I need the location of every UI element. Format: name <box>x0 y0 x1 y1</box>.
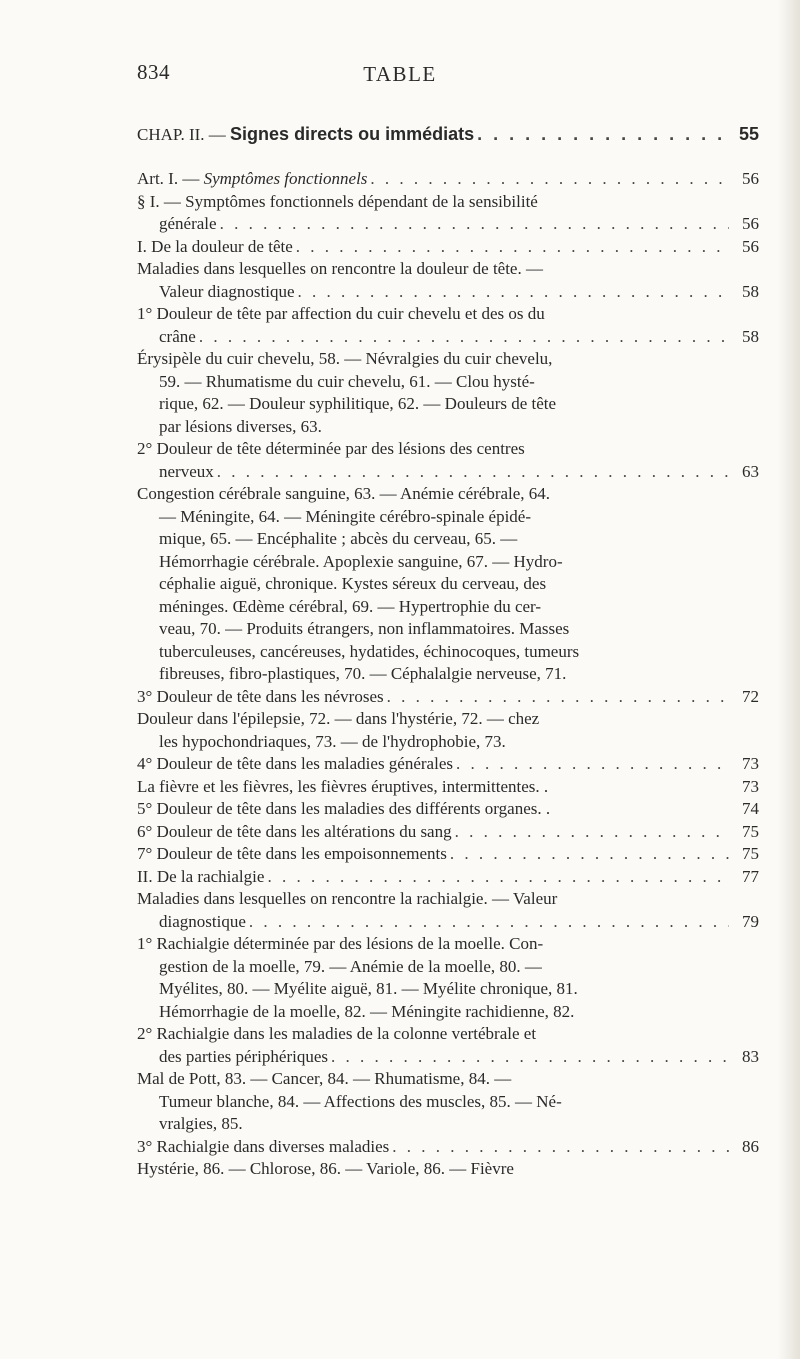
toc-entry <box>137 911 759 934</box>
toc-entry <box>137 753 759 776</box>
toc-entry <box>137 551 759 574</box>
toc-entry-page: 83 <box>742 1046 759 1066</box>
toc-entry <box>137 866 759 889</box>
toc-entry-page: 73 <box>742 776 759 796</box>
toc-entry-text: diagnostique <box>159 911 246 931</box>
toc-entry-text: vralgies, 85. <box>159 1114 243 1133</box>
toc-entry-page: 58 <box>742 326 759 346</box>
toc-entry <box>137 236 759 259</box>
toc-entry-page: 58 <box>742 281 759 301</box>
page-number: 834 <box>137 60 170 84</box>
toc-entry <box>137 1136 759 1159</box>
toc-entry-page: 79 <box>742 911 759 931</box>
toc-entry-text: Maladies dans lesquelles on rencontre la douleur de tête. — <box>137 259 543 278</box>
toc-entry <box>137 978 759 1001</box>
toc-entry <box>137 461 759 484</box>
toc-entry-page: 56 <box>742 214 759 233</box>
toc-entry <box>137 843 759 866</box>
toc-entry-text: Mal de Pott, 83. — Cancer, 84. — Rhumatisme, 84. — <box>137 1069 512 1088</box>
toc-entry-text: Maladies dans lesquelles on rencontre la rachialgie. — Valeur <box>137 889 558 908</box>
toc-entry-text: par lésions diverses, 63. <box>159 416 322 436</box>
toc-entry <box>137 483 759 506</box>
toc-entry-page: 86 <box>742 1136 759 1156</box>
toc-entry-text: 1° Douleur de tête par affection du cuir chevelu et des os du <box>137 304 545 323</box>
page-header <box>0 60 800 94</box>
toc-entry <box>137 708 759 731</box>
toc-entry <box>137 956 759 979</box>
toc-entry-page: 77 <box>742 866 759 886</box>
toc-entries <box>137 191 759 1181</box>
toc-article-line <box>137 168 759 191</box>
article-label: Art. I. — <box>137 169 204 188</box>
toc-entry-text: Myélites, 80. — Myélite aiguë, 81. — Myélite chronique, 81. <box>159 979 578 998</box>
toc-entry <box>137 776 759 799</box>
toc-entry-text: 2° Douleur de tête déterminée par des lésions des centres <box>137 439 525 458</box>
toc-entry <box>137 1113 759 1136</box>
toc-entry-text: Valeur diagnostique <box>159 281 295 301</box>
toc-entry-text: Tumeur blanche, 84. — Affections des muscles, 85. — Né- <box>159 1091 562 1111</box>
toc-entry <box>137 528 759 551</box>
toc-entry <box>137 1068 759 1091</box>
toc-entry-text: 3° Rachialgie dans diverses maladies <box>137 1136 390 1156</box>
toc-entry-text: méninges. Œdème cérébral, 69. — Hypertrophie du cer- <box>159 596 542 616</box>
chapter-title: Signes directs ou immédiats <box>230 124 475 144</box>
toc-entry <box>137 573 759 596</box>
toc-entry <box>137 663 759 686</box>
toc-entry-page: 72 <box>742 686 759 706</box>
toc-entry-text: Congestion cérébrale sanguine, 63. — Anémie cérébrale, 64. <box>137 484 551 503</box>
article-title: Symptômes fonctionnels <box>203 169 368 188</box>
toc-entry <box>137 933 759 956</box>
toc-entry-text: Douleur dans l'épilepsie, 72. — dans l'hystérie, 72. — chez <box>137 709 540 728</box>
toc-entry-page: 74 <box>742 799 759 818</box>
toc-entry <box>137 303 759 326</box>
toc-entry-text: Hémorrhagie de la moelle, 82. — Méningite rachidienne, 82. <box>159 1001 575 1021</box>
toc-entry <box>137 821 759 844</box>
toc-entry-text: veau, 70. — Produits étrangers, non inflammatoires. Masses <box>159 619 570 638</box>
toc-entry-text: gestion de la moelle, 79. — Anémie de la moelle, 80. — <box>159 956 542 976</box>
toc-entry-text: — Méningite, 64. — Méningite cérébro-spinale épidé- <box>159 506 531 526</box>
page-edge-shadow <box>778 0 800 1359</box>
toc-entry-text: tuberculeuses, cancéreuses, hydatides, échinocoques, tumeurs <box>159 641 580 661</box>
toc-entry-text: 6° Douleur de tête dans les altérations du sang <box>137 821 452 841</box>
toc-entry <box>137 438 759 461</box>
toc-entry-text: 59. — Rhumatisme du cuir chevelu, 61. — Clou hysté- <box>159 371 535 391</box>
toc-entry <box>137 416 759 439</box>
toc-entry <box>137 731 759 754</box>
article-page: 56 <box>742 169 759 188</box>
toc-entry <box>137 1046 759 1069</box>
toc-entry-text: 4° Douleur de tête dans les maladies générales <box>137 754 453 773</box>
toc-entry-page: 75 <box>742 821 759 841</box>
toc-entry-text: § I. — Symptômes fonctionnels dépendant de la sensibilité <box>137 191 538 211</box>
toc-entry <box>137 686 759 709</box>
toc-entry-text: des parties périphériques <box>159 1046 328 1066</box>
toc-entry <box>137 798 759 821</box>
toc-entry-text: II. De la rachialgie <box>137 866 265 886</box>
toc-entry <box>137 393 759 416</box>
toc-entry <box>137 213 759 236</box>
toc-entry-page: 56 <box>742 236 759 256</box>
toc-entry-text: La fièvre et les fièvres, les fièvres éruptives, intermittentes. . <box>137 776 549 796</box>
toc-entry-text: crâne <box>159 326 196 346</box>
toc-entry <box>137 281 759 304</box>
toc-entry <box>137 506 759 529</box>
toc-entry-text: 7° Douleur de tête dans les empoisonnements <box>137 844 447 863</box>
toc-entry-text: mique, 65. — Encéphalite ; abcès du cerveau, 65. — <box>159 529 518 548</box>
toc-entry-text: Hystérie, 86. — Chlorose, 86. — Variole, 86. — Fièvre <box>137 1159 514 1178</box>
toc-entry <box>137 348 759 371</box>
toc-entry-text: Hémorrhagie cérébrale. Apoplexie sanguine, 67. — Hydro- <box>159 551 563 571</box>
toc-entry <box>137 1158 759 1181</box>
toc-entry-text: générale <box>159 214 217 233</box>
toc-entry-text: céphalie aiguë, chronique. Kystes séreux du cerveau, des <box>159 574 547 593</box>
toc-entry <box>137 618 759 641</box>
toc-entry <box>137 1001 759 1024</box>
toc-entry <box>137 371 759 394</box>
toc-entry-text: fibreuses, fibro-plastiques, 70. — Céphalalgie nerveuse, 71. <box>159 664 567 683</box>
toc-entry <box>137 1091 759 1114</box>
toc-entry <box>137 1023 759 1046</box>
toc-entry-text: 3° Douleur de tête dans les névroses <box>137 686 384 706</box>
toc-entry-text: I. De la douleur de tête <box>137 236 293 256</box>
toc-entry-text: 1° Rachialgie déterminée par des lésions de la moelle. Con- <box>137 934 544 953</box>
toc-chapter-line <box>137 123 759 146</box>
toc-entry <box>137 888 759 911</box>
toc-entry-text: Érysipèle du cuir chevelu, 58. — Névralgies du cuir chevelu, <box>137 349 553 368</box>
chapter-label: CHAP. II. — <box>137 125 231 144</box>
table-of-contents <box>137 123 759 1181</box>
toc-entry-text: les hypochondriaques, 73. — de l'hydrophobie, 73. <box>159 731 506 751</box>
running-title: TABLE <box>363 62 437 86</box>
toc-entry-page: 63 <box>742 461 759 481</box>
toc-entry <box>137 191 759 214</box>
toc-entry-page: 75 <box>742 844 759 863</box>
toc-entry <box>137 641 759 664</box>
toc-entry-text: rique, 62. — Douleur syphilitique, 62. — Douleurs de tête <box>159 394 557 413</box>
toc-entry-text: 5° Douleur de tête dans les maladies des différents organes. . <box>137 799 551 818</box>
toc-entry-page: 73 <box>742 754 759 773</box>
toc-entry <box>137 596 759 619</box>
chapter-page: 55 <box>738 124 759 144</box>
toc-entry <box>137 326 759 349</box>
toc-entry-text: 2° Rachialgie dans les maladies de la colonne vertébrale et <box>137 1024 537 1043</box>
toc-entry-text: nerveux <box>159 461 214 481</box>
toc-entry <box>137 258 759 281</box>
